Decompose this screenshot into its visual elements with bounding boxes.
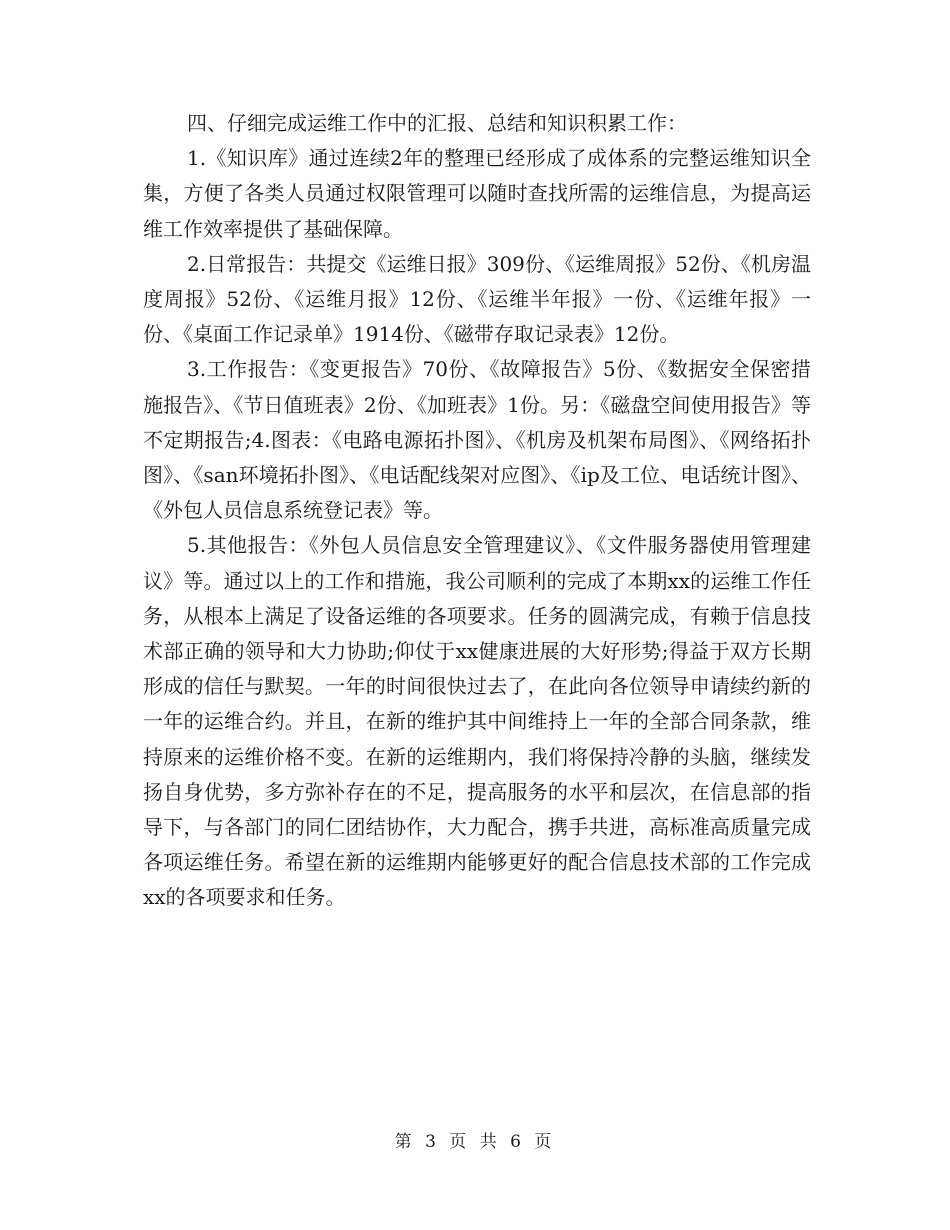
paragraph-other-reports: 5.其他报告：《外包人员信息安全管理建议》、《文件服务器使用管理建议》等。通过以上的工作和措施，我公司顺利的完成了本期xx的运维工作任务，从根本上满足了设备运维的各项要求。任务的圆满完成，有赖于信息技术部正确的领导和大力协助;仰仗于xx健康进展的大好形势;得益于双方长期形成的信任与默契。一年的时间很快过去了，在此向各位领导申请续约新的一年的运维合约。并且，在新的维护其中间维持上一年的全部合同条款，维持原来的运维价格不变。在新的运维期内，我们将保持冷静的头脑，继续发扬自身优势，多方弥补存在的不足，提高服务的水平和层次，在信息部的指导下，与各部门的同仁团结协作，大力配合，携手共进，高标准高质量完成各项运维任务。希望在新的运维期内能够更好的配合信息技术部的工作完成xx的各项要求和任务。 [143, 533, 811, 910]
paragraph-work-reports: 3.工作报告：《变更报告》70份、《故障报告》5份、《数据安全保密措施报告》、《节日值班表》2份、《加班表》1份。另：《磁盘空间使用报告》等不定期报告;4.图表：《电路电源拓扑图》、《机房及机架布局图》、《网络拓扑图》、《san环境拓扑图》、《电话配线架对应图》、《ip及工位、电话统计图》、《外包人员信息系统登记表》等。 [143, 357, 811, 523]
page-number-footer: 第 3 页 共 6 页 [394, 1132, 556, 1152]
paragraph-knowledge-base: 1.《知识库》通过连续2年的整理已经形成了成体系的完整运维知识全集，方便了各类人员通过权限管理可以随时查找所需的运维信息，为提高运维工作效率提供了基础保障。 [143, 146, 811, 241]
document-body [143, 106, 811, 916]
section-heading: 四、仔细完成运维工作中的汇报、总结和知识积累工作： [187, 111, 687, 135]
paragraph-daily-reports: 2.日常报告：共提交《运维日报》309份、《运维周报》52份、《机房温度周报》52份、《运维月报》12份、《运维半年报》一份、《运维年报》一份、《桌面工作记录单》1914份、《磁带存取记录表》12份。 [143, 251, 811, 347]
